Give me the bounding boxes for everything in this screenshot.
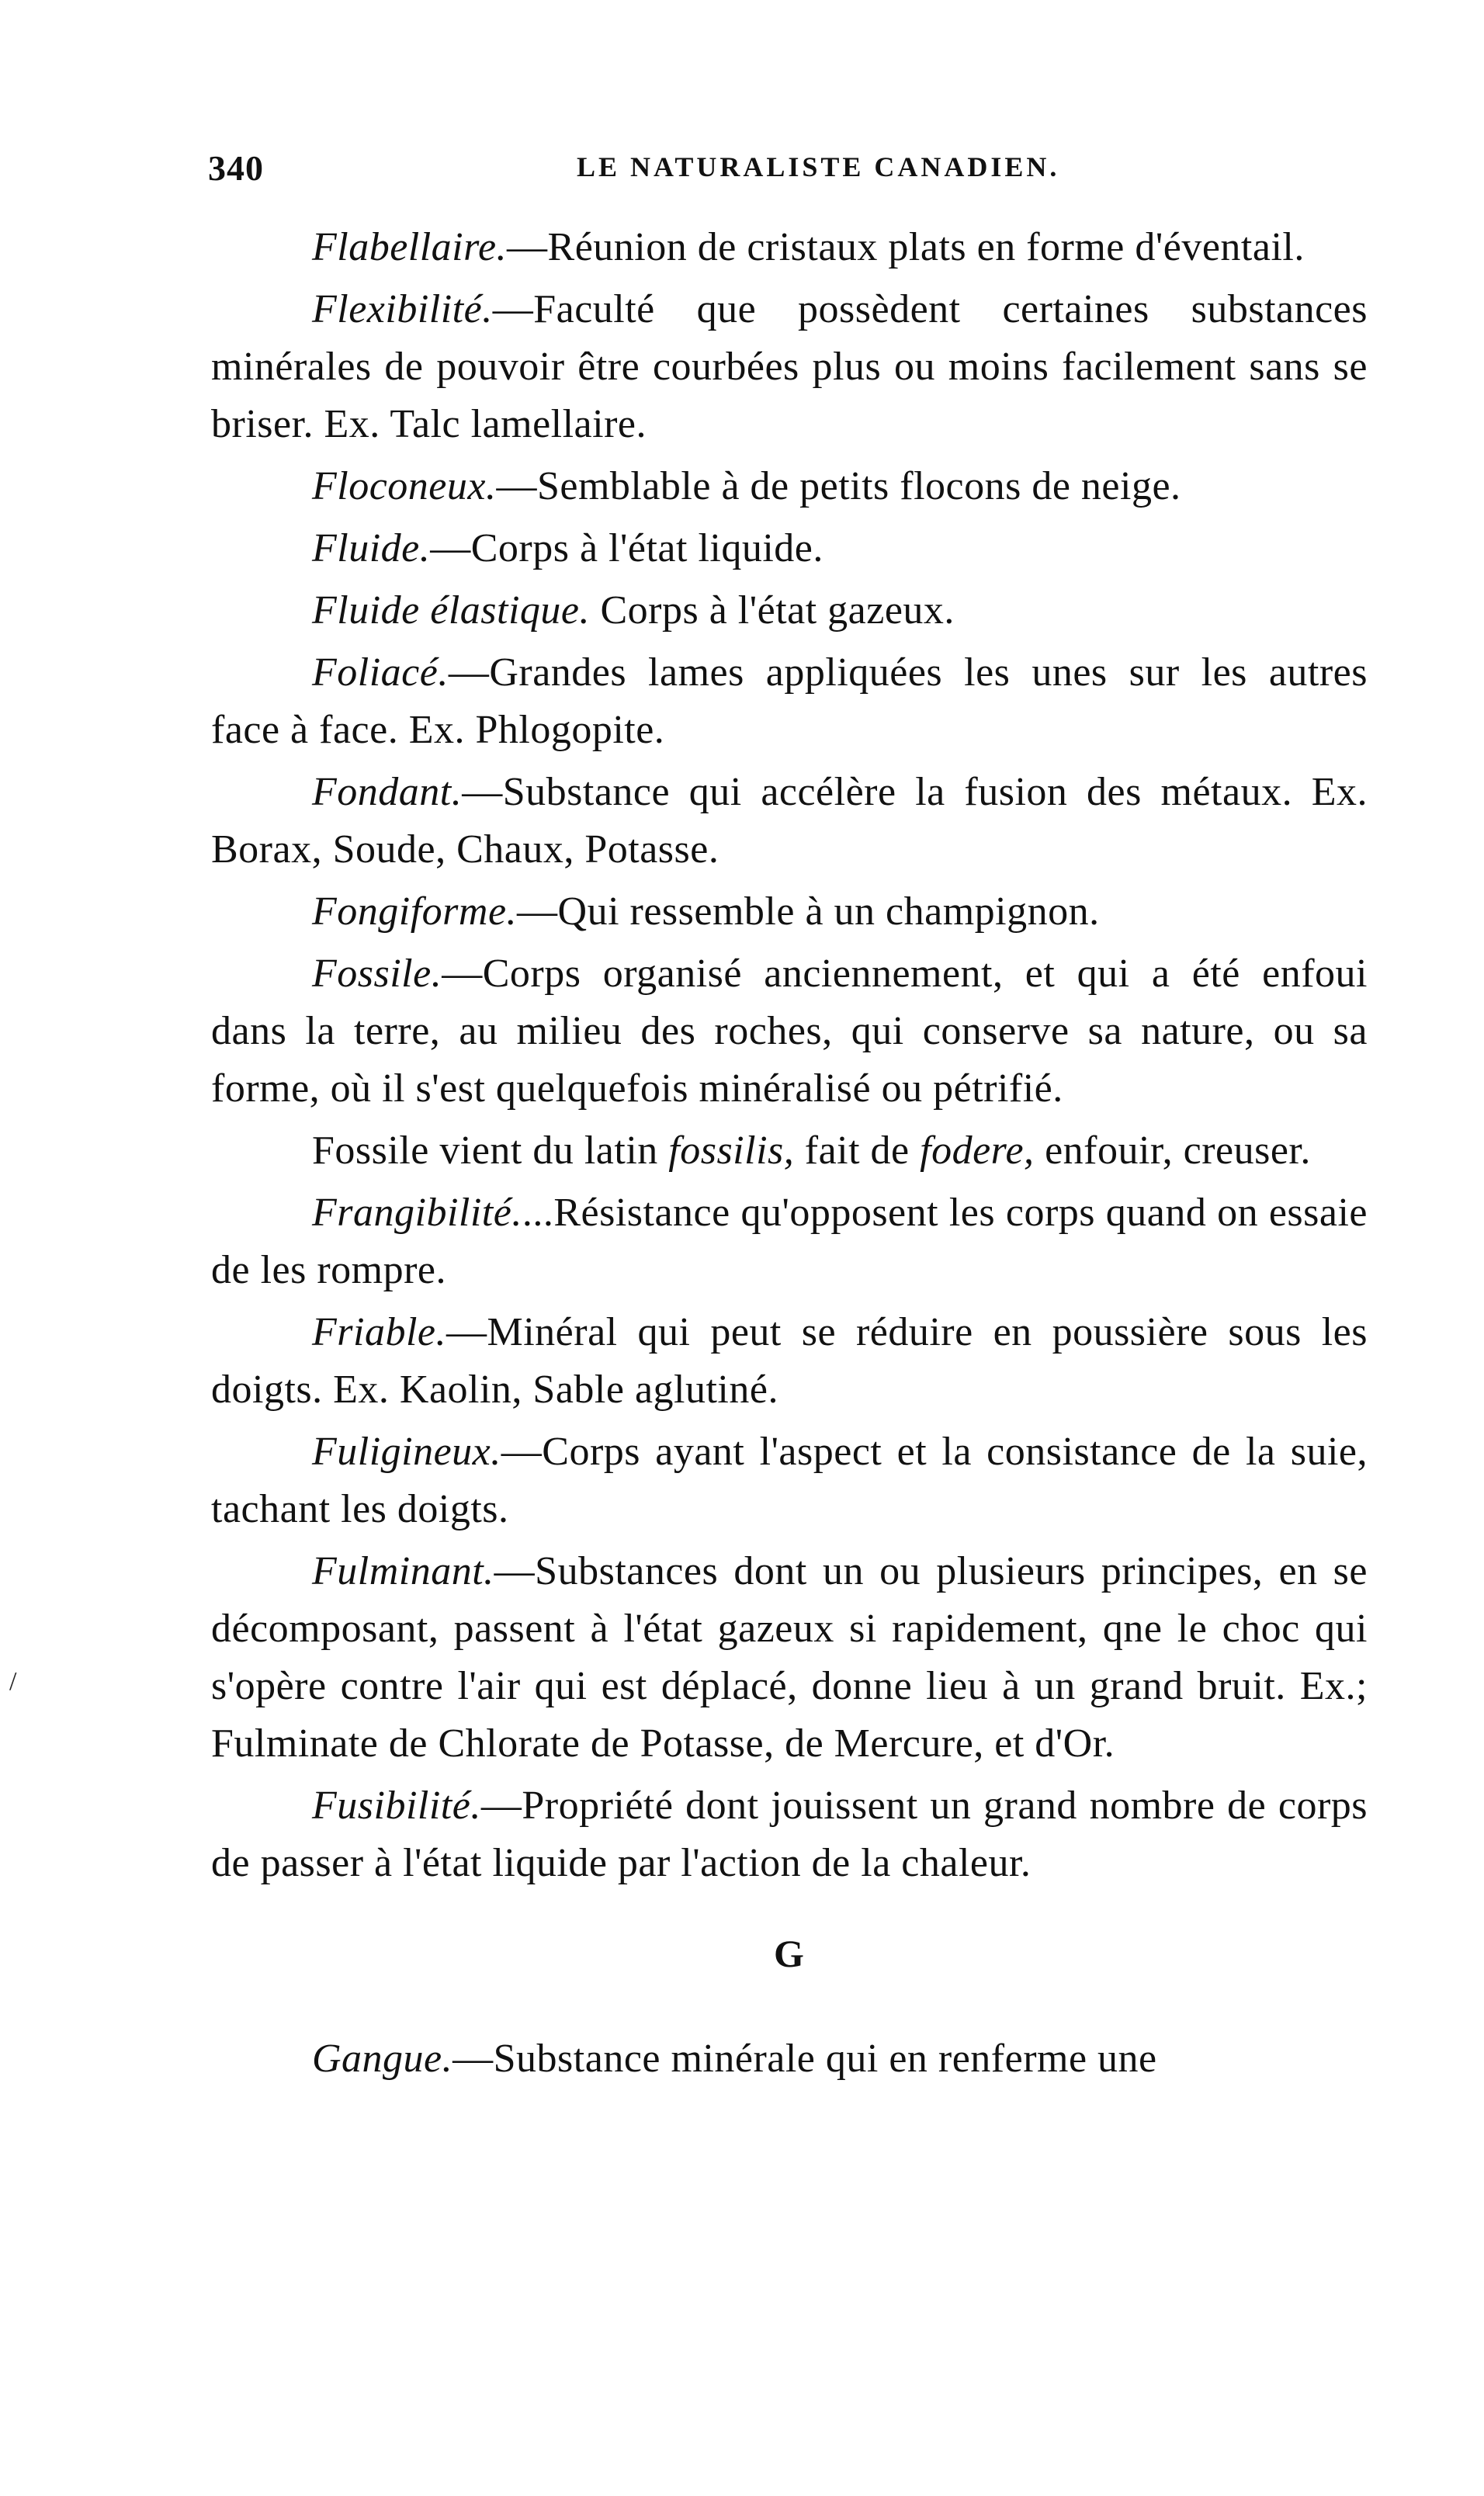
entry-definition: —Grandes lames appliquées les unes sur les autres face à face. Ex. Phlogopite.	[211, 650, 1368, 752]
entry-term: Foliacé.	[312, 650, 449, 695]
entry-definition: —Réunion de cristaux plats en forme d'éventail.	[507, 225, 1305, 269]
note-text: enfouir, creuser.	[1034, 1128, 1311, 1173]
section-letter-heading: G	[774, 1932, 805, 1975]
page-number: 340	[208, 148, 264, 188]
text-body	[211, 219, 1368, 2092]
glossary-entry	[211, 520, 1368, 577]
entry-term: Fulminant.	[312, 1549, 494, 1593]
note-text: fait de	[794, 1128, 921, 1173]
entry-definition: —Semblable à de petits flocons de neige.	[496, 464, 1181, 508]
entry-definition: —Corps à l'état liquide.	[430, 526, 823, 570]
entry-term: Fusibilité.	[312, 1784, 481, 1828]
note-text: Fossile vient du latin	[312, 1128, 669, 1173]
glossary-entry	[211, 219, 1368, 276]
entry-term: Fluide.	[312, 526, 431, 570]
glossary-entry	[211, 582, 1368, 640]
glossary-entry	[211, 2030, 1368, 2088]
entry-definition: —Substances dont un ou plusieurs principes, en se décomposant, passent à l'état gazeux si rapidement, qne le choc qui s'opère contre l'air qui est déplacé, donne lieu à un grand bruit. Ex.; Fulminate de Chlorate de Potasse, de Mercure, et d'Or.	[211, 1549, 1368, 1766]
glossary-entry	[211, 644, 1368, 759]
etymology-note	[211, 1122, 1368, 1180]
entry-term: Fondant.	[312, 770, 463, 814]
entry-term: Fongiforme.	[312, 889, 518, 934]
entry-term: Fluide élastique.	[312, 588, 590, 633]
entry-definition: Corps à l'état gazeux.	[589, 588, 955, 633]
glossary-entry	[211, 1777, 1368, 1892]
entry-term: Floconeux.	[312, 464, 497, 508]
entry-definition: ...Résistance qu'opposent les corps quand on essaie de les rompre.	[211, 1191, 1368, 1292]
page-header	[208, 147, 1364, 194]
entry-term: Flexibilité.	[312, 287, 493, 331]
entry-term: Fuligineux.	[312, 1430, 501, 1474]
glossary-entry	[211, 945, 1368, 1118]
entry-definition: —Corps organisé anciennement, et qui a été enfoui dans la terre, au milieu des roches, qui conserve sa nature, ou sa forme, où il s'est quelquefois minéralisé ou pétrifié.	[211, 952, 1368, 1111]
entry-definition: —Substance minérale qui en renferme une	[452, 2037, 1157, 2081]
glossary-entry	[211, 1304, 1368, 1419]
latin-word: fodere,	[920, 1128, 1035, 1173]
running-title: LE NATURALISTE CANADIEN.	[577, 151, 1060, 182]
entry-definition: —Substance qui accélère la fusion des métaux. Ex. Borax, Soude, Chaux, Potasse.	[211, 770, 1368, 872]
glossary-entry	[211, 883, 1368, 941]
glossary-entry	[211, 1543, 1368, 1773]
entry-definition: —Propriété dont jouissent un grand nombre de corps de passer à l'état liquide par l'action de la chaleur.	[211, 1784, 1368, 1885]
entry-term: Fossile.	[312, 952, 442, 996]
entry-term: Flabellaire.	[312, 225, 508, 269]
glossary-entry	[211, 764, 1368, 879]
glossary-entry	[211, 458, 1368, 515]
glossary-entry	[211, 281, 1368, 453]
margin-stray-mark: /	[9, 1667, 17, 1696]
glossary-entry	[211, 1184, 1368, 1299]
entry-definition: —Minéral qui peut se réduire en poussière sous les doigts. Ex. Kaolin, Sable aglutiné.	[211, 1310, 1368, 1412]
latin-word: fossilis,	[668, 1128, 795, 1173]
entry-definition: —Qui ressemble à un champignon.	[517, 889, 1100, 934]
entry-term: Friable.	[312, 1310, 446, 1354]
entry-term: Gangue.	[312, 2037, 453, 2081]
glossary-entry	[211, 1423, 1368, 1538]
entry-definition: —Corps ayant l'aspect et la consistance de la suie, tachant les doigts.	[211, 1430, 1368, 1531]
entry-definition: —Faculté que possèdent certaines substances minérales de pouvoir être courbées plus ou moins facilement sans se briser. Ex. Talc lamellaire.	[211, 287, 1368, 446]
entry-term: Frangibilité.	[312, 1191, 522, 1235]
